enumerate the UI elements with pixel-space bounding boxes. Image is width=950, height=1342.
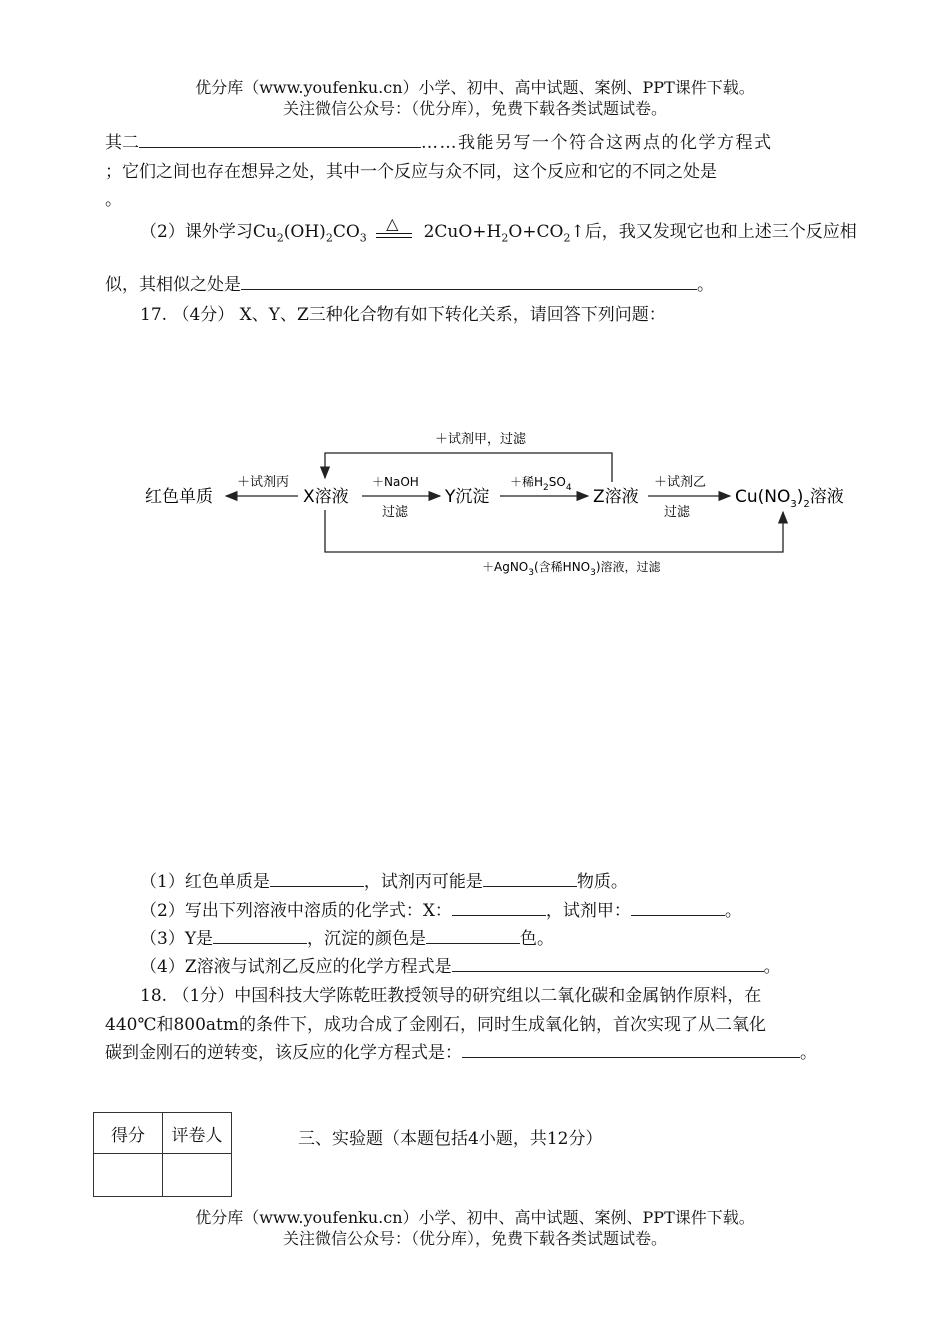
section-3-title: 三、实验题（本题包括4小题，共12分）	[298, 1129, 603, 1149]
q16-line-2: ；它们之间也存在想异之处，其中一个反应与众不同，这个反应和它的不同之处是	[105, 162, 717, 182]
similar-answer-blank[interactable]	[241, 273, 697, 290]
node-z-solution: Z溶液	[593, 487, 639, 507]
header-line-1: 优分库（www.youfenku.cn）小学、初中、高中试题、案例、PPT课件下载。	[195, 78, 755, 97]
node-red-element: 红色单质	[145, 487, 213, 507]
reagent-jia-blank[interactable]	[631, 899, 725, 916]
node-cu-nitrate: $Cu(NO_3)_2$溶液	[735, 487, 844, 510]
arrow-z-to-x-loop	[325, 453, 612, 482]
header-line-2: 关注微信公众号：（优分库），免费下载各类试题试卷。	[282, 99, 667, 118]
score-table	[93, 1112, 232, 1197]
score-header: 得分	[94, 1113, 163, 1154]
equation-blank[interactable]	[452, 955, 764, 972]
label-filter-1: 过滤	[382, 505, 409, 520]
q16-part-2: （2）课外学习$Cu_2(OH)_2CO_3$ △ $2CuO+H_2O+CO_2↑$后，我又发现它也和上述三个反应相	[140, 213, 857, 245]
footer-line-1: 优分库（www.youfenku.cn）小学、初中、高中试题、案例、PPT课件下载。	[195, 1208, 755, 1227]
node-x-solution: X溶液	[303, 487, 349, 507]
node-y-precipitate: Y沉淀	[445, 487, 490, 507]
q18-line-2: 440℃和800atm的条件下，成功合成了金刚石，同时生成氧化钠，首次实现了从二氧化	[105, 1015, 766, 1035]
label-reagent-bing: ＋试剂丙	[237, 475, 290, 490]
label-filter-2: 过滤	[664, 505, 691, 520]
score-cell[interactable]	[94, 1154, 163, 1197]
precipitate-color-blank[interactable]	[426, 927, 520, 944]
red-element-blank[interactable]	[270, 870, 364, 887]
transformation-diagram	[140, 420, 860, 580]
label-agno3: ＋AgNO$_3$(含稀$HNO_3$)溶液，过滤	[482, 560, 661, 578]
label-reagent-jia: ＋试剂甲，过滤	[435, 432, 527, 447]
grader-header: 评卷人	[163, 1113, 232, 1154]
q16-line-3: 。	[105, 190, 122, 210]
grader-cell[interactable]	[163, 1154, 232, 1197]
heat-condition-sign: △	[372, 222, 418, 244]
q16-similar-line: 似，其相似之处是 。	[105, 275, 714, 295]
q18-line-3: 碳到金刚石的逆转变，该反应的化学方程式是： 。	[105, 1043, 817, 1063]
answer-blank[interactable]	[139, 131, 421, 148]
x-formula-blank[interactable]	[452, 899, 546, 916]
q16-line-1: 其二 ……我能另写一个符合这两点的化学方程式	[105, 133, 773, 153]
label-dilute-h2so4: ＋稀$H_2SO_4$	[510, 475, 572, 493]
q18-equation-blank[interactable]	[462, 1041, 800, 1058]
y-identity-blank[interactable]	[213, 927, 307, 944]
q17-part-3: （3）Y是 ，沉淀的颜色是 色。	[140, 929, 555, 949]
label-naoh: ＋NaOH	[372, 475, 419, 489]
q17-part-1: （1）红色单质是 ，试剂丙可能是 物质。	[140, 872, 628, 892]
footer-line-2: 关注微信公众号：（优分库），免费下载各类试题试卷。	[282, 1229, 667, 1248]
label-reagent-yi: ＋试剂乙	[654, 475, 707, 490]
q18-line-1: 18. （1分）中国科技大学陈乾旺教授领导的研究组以二氧化碳和金属钠作原料，在	[140, 986, 762, 1006]
reagent-bing-blank[interactable]	[483, 870, 577, 887]
q17-part-4: （4）Z溶液与试剂乙反应的化学方程式是 。	[140, 957, 781, 977]
q17-stem: 17. （4分） X、Y、Z三种化合物有如下转化关系，请回答下列问题：	[140, 305, 666, 325]
q17-part-2: （2）写出下列溶液中溶质的化学式：X： ，试剂甲： 。	[140, 901, 742, 921]
